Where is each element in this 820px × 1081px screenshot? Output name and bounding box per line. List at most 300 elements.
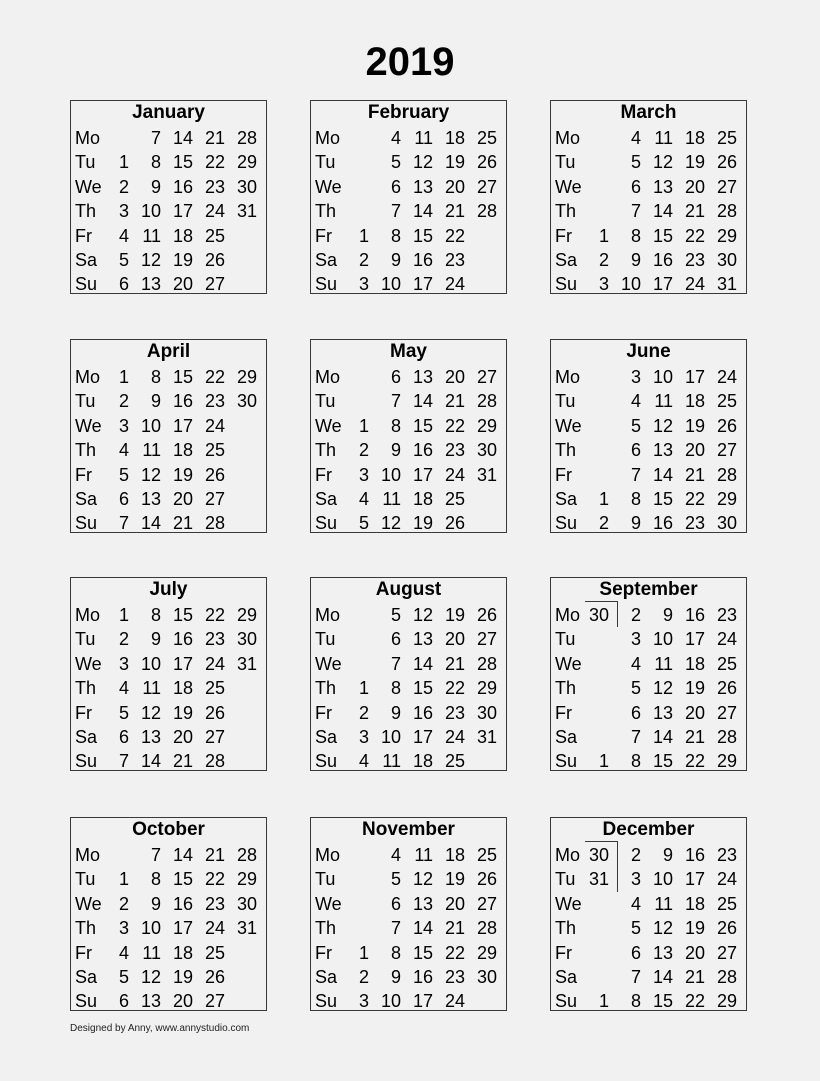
date-cell: 22 [444,225,465,246]
date-cell: 15 [412,225,433,246]
date-cell: 9 [150,391,161,412]
date-cell: 10 [652,629,673,650]
weekday-row [71,199,266,223]
weekday-label: Fr [315,942,332,963]
date-cell: 1 [598,225,609,246]
weekday-row [551,150,746,174]
date-cell: 21 [444,391,465,412]
date-cell: 27 [204,489,225,509]
weekday-row [311,487,506,511]
weekday-row [71,272,266,296]
weekday-row [311,965,506,989]
date-cell: 26 [204,967,225,987]
date-cell: 16 [172,893,193,914]
weekday-row [71,248,266,272]
month-april [70,339,267,533]
date-cell: 3 [358,464,369,485]
weekday-row [71,224,266,248]
date-cell: 12 [380,513,401,534]
date-cell: 19 [412,513,433,534]
date-cell: 29 [476,678,497,699]
weekday-label: Tu [315,152,336,173]
date-cell: 30 [588,845,609,865]
date-cell: 19 [444,869,465,890]
date-cell: 18 [172,942,193,963]
weekday-row [311,652,506,676]
month-november [310,817,507,1011]
weekday-label: Tu [555,629,576,650]
date-cell: 9 [150,176,161,197]
weekday-label: Sa [75,489,98,509]
date-cell: 12 [412,605,433,625]
date-cell: 10 [140,918,161,939]
weekday-row [71,843,266,867]
date-cell: 1 [358,415,369,436]
date-cell: 16 [652,250,673,270]
date-cell: 16 [412,440,433,461]
date-cell: 25 [476,128,497,148]
weekday-row [311,843,506,867]
weekday-label: Th [315,918,337,939]
date-cell: 28 [476,391,497,412]
weekday-row [551,989,746,1013]
date-cell: 10 [380,727,401,747]
date-cell: 22 [444,415,465,436]
weekday-row [71,511,266,535]
date-cell: 28 [476,201,497,222]
month-name: August [375,579,442,600]
date-cell: 23 [444,702,465,723]
date-cell: 22 [684,751,705,772]
date-cell: 26 [444,513,465,534]
weekday-row [71,941,266,965]
weekday-label: Mo [315,367,341,387]
date-cell: 4 [630,653,641,674]
weekday-row [71,389,266,413]
date-cell: 8 [150,605,161,625]
date-cell: 14 [140,751,161,772]
date-cell: 9 [630,513,641,534]
weekday-label: We [75,893,102,914]
date-cell: 12 [652,152,673,173]
weekday-row [311,701,506,725]
date-cell: 6 [118,489,129,509]
weekday-row [71,175,266,199]
date-cell: 24 [204,918,225,939]
date-cell: 26 [204,464,225,485]
weekday-row [551,438,746,462]
date-cell: 16 [412,250,433,270]
date-cell: 1 [598,991,609,1012]
date-cell: 28 [204,513,225,534]
date-cell: 24 [204,653,225,674]
date-cell: 6 [390,629,401,650]
date-cell: 6 [118,274,129,295]
date-cell: 6 [630,440,641,461]
weekday-label: Sa [555,727,578,747]
date-cell: 5 [390,869,401,890]
weekday-row [551,414,746,438]
date-cell: 3 [358,991,369,1012]
date-cell: 5 [630,678,641,699]
date-cell: 26 [476,605,497,625]
date-cell: 15 [652,225,673,246]
date-cell: 23 [444,250,465,270]
date-cell: 19 [172,250,193,270]
weekday-label: We [555,893,582,914]
date-cell: 2 [598,513,609,534]
date-cell: 15 [172,869,193,890]
date-cell: 8 [390,678,401,699]
month-name: March [620,102,677,123]
date-cell: 21 [684,201,705,222]
month-name: June [626,341,671,362]
date-cell: 1 [118,605,129,625]
date-cell: 26 [716,918,737,939]
date-cell: 23 [204,391,225,412]
date-cell: 18 [412,489,433,509]
date-cell: 23 [684,513,705,534]
date-cell: 30 [236,893,257,914]
date-cell: 29 [476,942,497,963]
date-cell: 11 [414,845,433,865]
weekday-label: Tu [555,869,576,890]
date-cell: 22 [204,869,225,890]
weekday-label: Tu [75,629,96,650]
weekday-label: Tu [555,391,576,412]
weekday-label: Th [555,440,577,461]
weekday-label: Th [75,918,97,939]
weekday-label: Tu [75,152,96,173]
weekday-label: Fr [315,702,332,723]
weekday-row [71,414,266,438]
date-cell: 27 [204,727,225,747]
weekday-row [551,941,746,965]
date-cell: 4 [358,489,369,509]
date-cell: 6 [630,702,641,723]
weekday-label: We [315,415,342,436]
weekday-row [311,248,506,272]
weekday-label: We [75,415,102,436]
date-cell: 11 [142,678,161,699]
date-cell: 29 [476,415,497,436]
date-cell: 9 [390,967,401,987]
date-cell: 2 [358,440,369,461]
date-cell: 27 [476,176,497,197]
date-cell: 13 [412,176,433,197]
weekday-row [551,511,746,535]
date-cell: 27 [476,893,497,914]
date-cell: 5 [390,605,401,625]
wrap-divider [617,841,618,892]
date-cell: 5 [118,702,129,723]
weekday-label: Mo [75,367,101,387]
date-cell: 10 [140,415,161,436]
weekday-row [71,867,266,891]
weekday-row [551,365,746,389]
date-cell: 22 [204,152,225,173]
month-name: November [362,819,455,840]
date-cell: 4 [630,391,641,412]
date-cell: 2 [358,250,369,270]
weekday-row [311,511,506,535]
date-cell: 12 [140,702,161,723]
date-cell: 25 [204,678,225,699]
weekday-label: Su [315,274,338,295]
date-cell: 10 [652,869,673,890]
weekday-label: Th [315,440,337,461]
weekday-row [71,965,266,989]
wrap-divider [617,601,618,627]
weekday-row [551,965,746,989]
date-cell: 29 [716,751,737,772]
weekday-row [311,989,506,1013]
weekday-row [71,463,266,487]
date-cell: 16 [684,605,705,625]
date-cell: 7 [390,653,401,674]
date-cell: 28 [716,464,737,485]
date-cell: 16 [172,176,193,197]
weekday-row [551,175,746,199]
weekday-row [551,892,746,916]
weekday-label: Sa [315,967,338,987]
weekday-label: Fr [75,942,92,963]
date-cell: 17 [172,415,193,436]
date-cell: 14 [652,464,673,485]
weekday-row [551,248,746,272]
date-cell: 14 [652,727,673,747]
date-cell: 9 [150,893,161,914]
date-cell: 21 [172,751,193,772]
weekday-row [551,224,746,248]
date-cell: 27 [204,274,225,295]
date-cell: 27 [476,629,497,650]
date-cell: 4 [390,845,401,865]
weekday-row [551,701,746,725]
date-cell: 24 [444,727,465,747]
date-cell: 30 [716,513,737,534]
date-cell: 20 [684,942,705,963]
weekday-row [551,867,746,891]
weekday-label: Sa [315,489,338,509]
date-cell: 31 [236,201,257,222]
weekday-row [71,916,266,940]
month-name: July [149,579,188,600]
date-cell: 19 [444,152,465,173]
weekday-label: We [75,176,102,197]
weekday-label: Th [75,678,97,699]
date-cell: 11 [382,489,401,509]
weekday-label: Fr [555,225,572,246]
date-cell: 15 [412,415,433,436]
date-cell: 16 [684,845,705,865]
date-cell: 2 [598,250,609,270]
date-cell: 4 [390,128,401,148]
date-cell: 24 [204,415,225,436]
weekday-label: We [315,653,342,674]
date-cell: 29 [236,605,257,625]
date-cell: 18 [172,440,193,461]
date-cell: 7 [390,918,401,939]
date-cell: 27 [716,942,737,963]
weekday-label: Mo [315,605,341,625]
date-cell: 22 [684,225,705,246]
date-cell: 28 [236,845,257,865]
date-cell: 3 [630,869,641,890]
weekday-label: Sa [315,727,338,747]
date-cell: 9 [390,702,401,723]
date-cell: 7 [150,845,161,865]
weekday-label: Su [75,991,98,1012]
date-cell: 1 [118,367,129,387]
weekday-label: Tu [75,391,96,412]
date-cell: 26 [204,702,225,723]
date-cell: 19 [172,702,193,723]
weekday-row [71,603,266,627]
weekday-row [71,676,266,700]
date-cell: 8 [150,152,161,173]
date-cell: 21 [444,653,465,674]
weekday-label: Tu [315,391,336,412]
weekday-row [71,126,266,150]
weekday-label: We [75,653,102,674]
date-cell: 26 [476,152,497,173]
date-cell: 12 [140,967,161,987]
date-cell: 8 [150,367,161,387]
date-cell: 13 [652,702,673,723]
date-cell: 27 [204,991,225,1012]
weekday-label: Sa [555,967,578,987]
date-cell: 28 [716,727,737,747]
date-cell: 2 [630,605,641,625]
weekday-row [71,365,266,389]
weekday-label: Mo [315,128,341,148]
date-cell: 12 [652,415,673,436]
weekday-label: Tu [75,869,96,890]
weekday-label: Fr [75,225,92,246]
date-cell: 20 [684,440,705,461]
date-cell: 11 [654,653,673,674]
date-cell: 8 [390,942,401,963]
date-cell: 22 [444,678,465,699]
date-cell: 13 [412,367,433,387]
wrap-divider-top [585,601,618,602]
date-cell: 8 [630,489,641,509]
date-cell: 10 [140,653,161,674]
month-august [310,577,507,771]
date-cell: 17 [412,464,433,485]
date-cell: 25 [204,942,225,963]
weekday-label: Th [315,678,337,699]
weekday-row [311,627,506,651]
weekday-row [551,725,746,749]
weekday-label: Su [555,513,578,534]
weekday-row [311,941,506,965]
date-cell: 10 [652,367,673,387]
date-cell: 17 [172,653,193,674]
date-cell: 17 [412,727,433,747]
date-cell: 5 [118,967,129,987]
date-cell: 25 [716,391,737,412]
weekday-row [551,389,746,413]
month-june [550,339,747,533]
weekday-label: Sa [315,250,338,270]
date-cell: 15 [652,751,673,772]
date-cell: 22 [204,367,225,387]
date-cell: 13 [140,489,161,509]
date-cell: 21 [444,918,465,939]
date-cell: 18 [444,845,465,865]
date-cell: 25 [204,225,225,246]
date-cell: 5 [390,152,401,173]
date-cell: 15 [412,942,433,963]
date-cell: 15 [172,367,193,387]
designer-credit: Designed by Anny, www.annystudio.com [70,1023,250,1034]
date-cell: 14 [412,391,433,412]
date-cell: 18 [172,678,193,699]
date-cell: 25 [444,489,465,509]
date-cell: 16 [172,629,193,650]
weekday-row [311,365,506,389]
date-cell: 15 [652,991,673,1012]
weekday-row [311,389,506,413]
date-cell: 3 [118,201,129,222]
date-cell: 3 [118,918,129,939]
date-cell: 4 [630,893,641,914]
date-cell: 20 [444,176,465,197]
date-cell: 16 [412,702,433,723]
date-cell: 2 [118,893,129,914]
weekday-label: Th [315,201,337,222]
date-cell: 11 [654,893,673,914]
date-cell: 18 [172,225,193,246]
date-cell: 5 [118,464,129,485]
weekday-label: Fr [315,225,332,246]
weekday-row [551,749,746,773]
date-cell: 2 [358,967,369,987]
date-cell: 24 [716,629,737,650]
date-cell: 28 [204,751,225,772]
date-cell: 9 [390,440,401,461]
date-cell: 9 [630,250,641,270]
date-cell: 31 [588,869,609,890]
date-cell: 11 [142,942,161,963]
weekday-label: Su [75,513,98,534]
date-cell: 30 [588,605,609,625]
date-cell: 18 [684,653,705,674]
date-cell: 16 [652,513,673,534]
weekday-label: Su [555,751,578,772]
date-cell: 6 [630,176,641,197]
weekday-row [311,676,506,700]
date-cell: 2 [358,702,369,723]
weekday-row [311,463,506,487]
date-cell: 10 [380,991,401,1012]
date-cell: 27 [476,367,497,387]
date-cell: 17 [172,918,193,939]
weekday-row [311,126,506,150]
date-cell: 10 [380,464,401,485]
date-cell: 18 [684,391,705,412]
weekday-row [551,627,746,651]
weekday-label: Su [75,751,98,772]
date-cell: 14 [412,201,433,222]
weekday-label: Mo [75,128,101,148]
weekday-row [311,414,506,438]
weekday-row [551,463,746,487]
date-cell: 14 [172,128,193,148]
weekday-row [311,224,506,248]
